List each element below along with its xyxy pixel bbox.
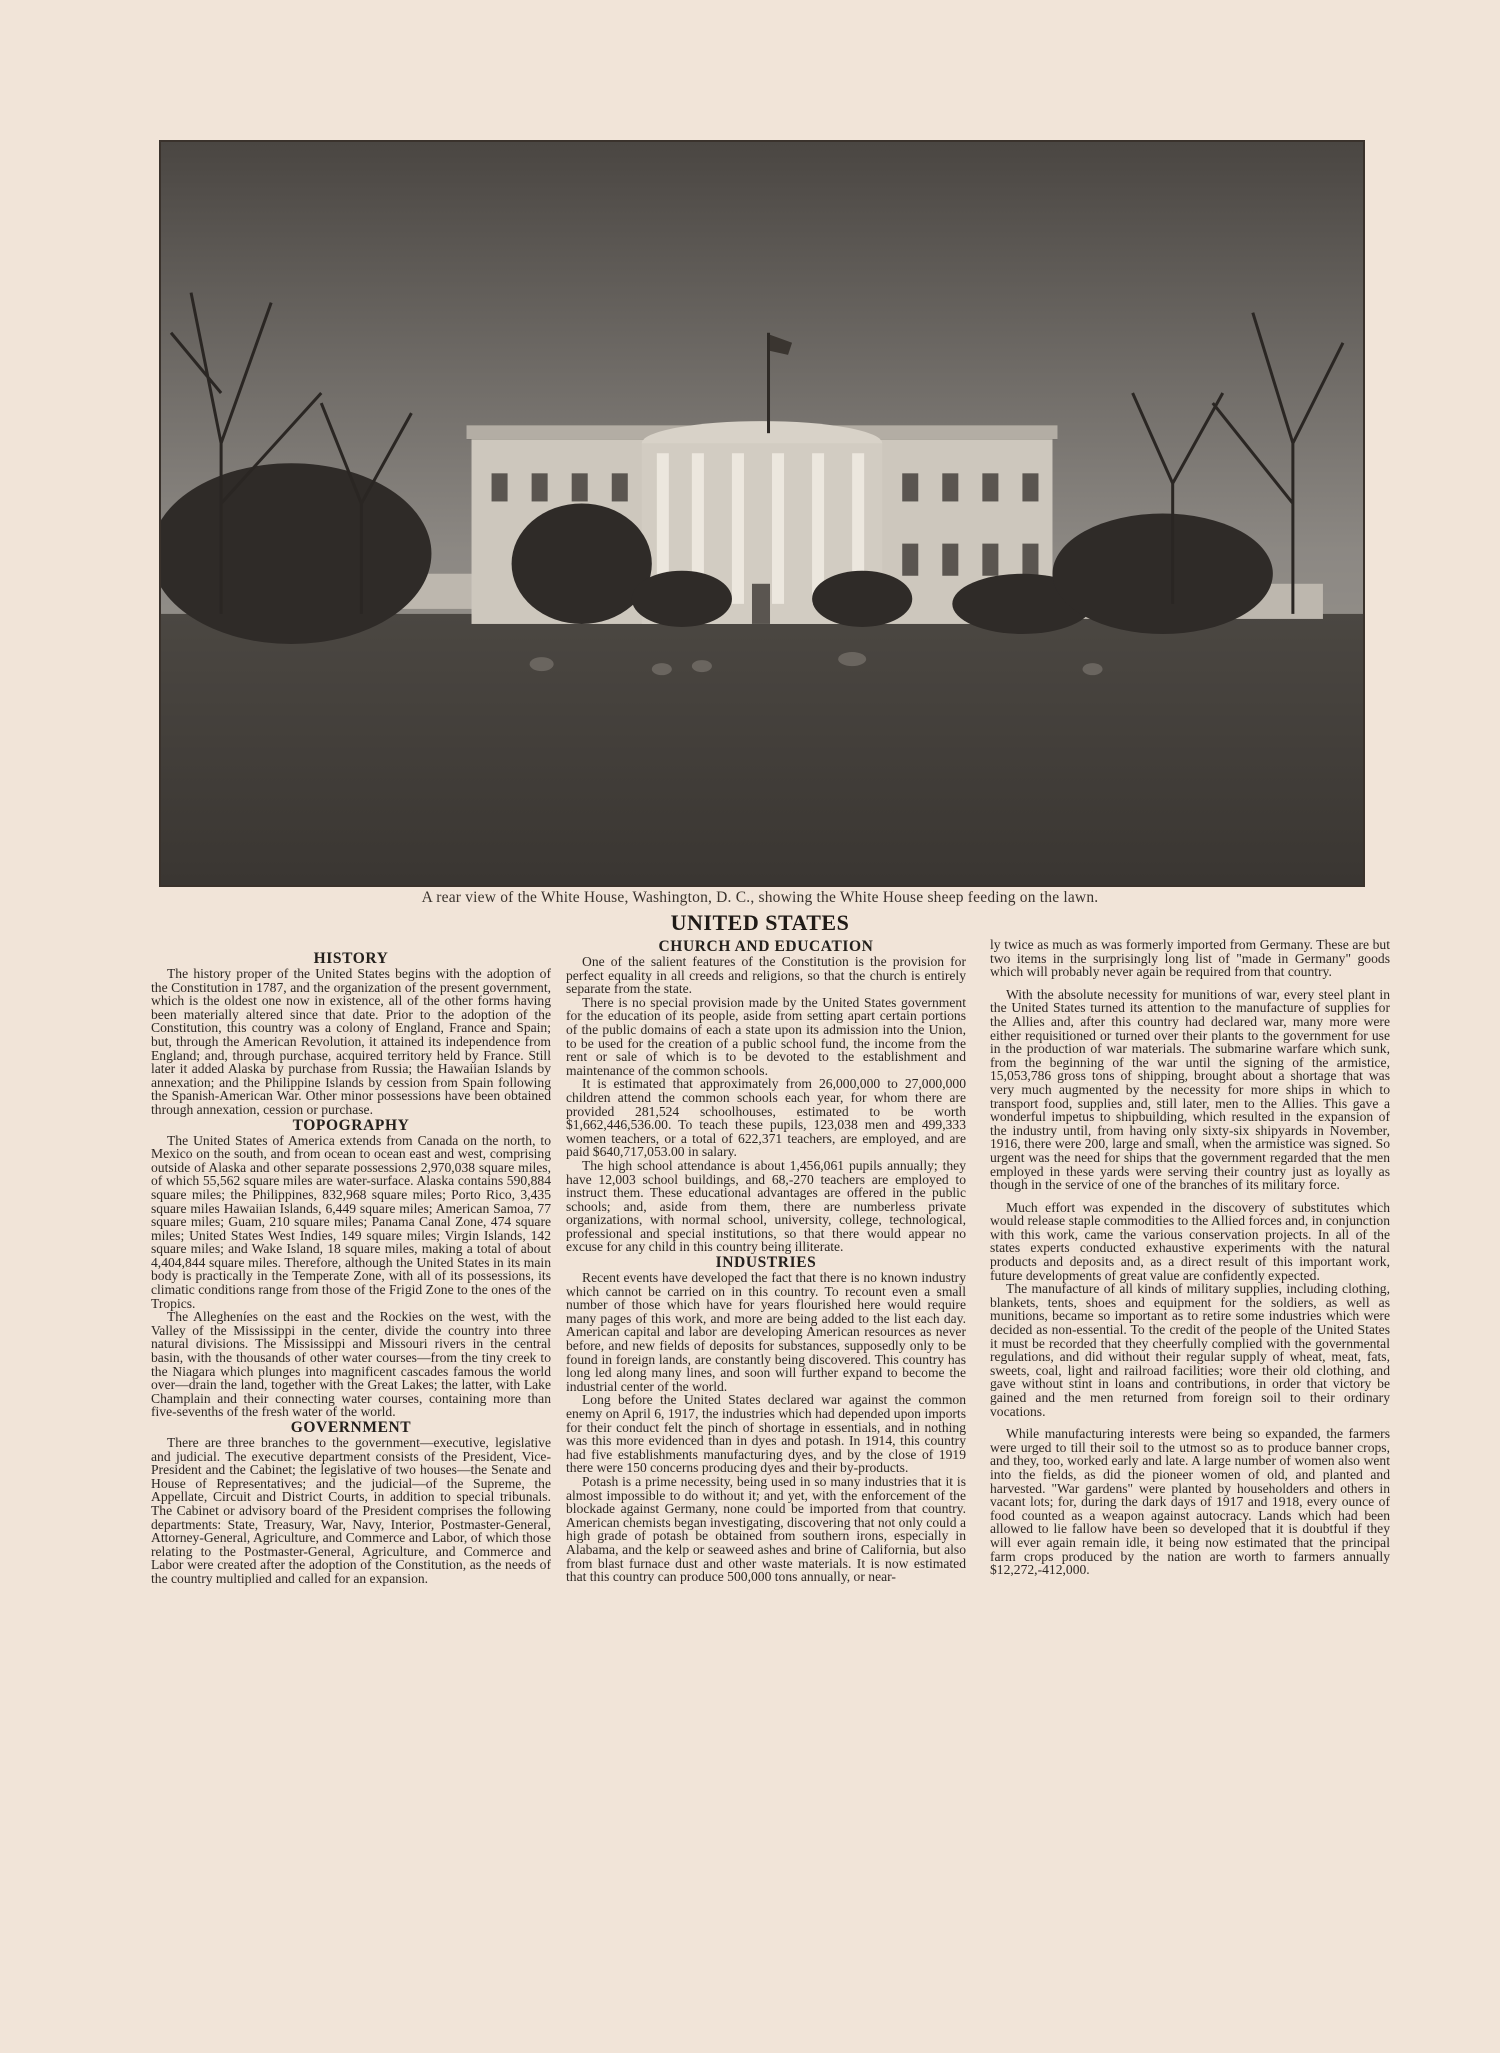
column-2: [566, 938, 966, 1938]
photo-caption: A rear view of the White House, Washington, D. C., showing the White House sheep feeding on the lawn.: [421, 889, 1099, 906]
church-paragraph-2: There is no special provision made by the United States government for the education of its people, aside from setting apart certain portions of the public domains of each a state upon its admission into the Union, to be used for the creation of a public school fund, the income from the rent or sale of which is to be devoted to the establishment and maintenance of the common schools.: [566, 994, 966, 1078]
heading-church-education: CHURCH AND EDUCATION: [658, 938, 874, 955]
topography-paragraph-2: The Allegheníes on the east and the Rockies on the west, with the Valley of the Mississippi in the center, divide the country into three natural divisions. The Mississippi and Missouri rivers in the central basin, with the thousands of other water courses—from the tiny creek to the Niagara which plunges into magnificent cascades famous the world over—drain the land, together with the Great Lakes; the latter, with Lake Champlain and their connecting water courses, containing more than five-sevenths of the fresh water of the world.: [151, 1309, 551, 1420]
heading-industries: INDUSTRIES: [715, 1254, 817, 1272]
industries-paragraph-1: Recent events have developed the fact that there is no known industry which cannot be carried on in this country. To recount even a small number of those which have for years flourished here would require many pages of this work, and more are being added to the list each day. American capital and labor are developing American resources as never before, and new fields of deposits for substances, supposedly only to be found in foreign lands, are constantly being discovered. This country has long led along many lines, and soon will further expand to become the industrial center of the world.: [566, 1270, 966, 1394]
government-paragraph: There are three branches to the government—executive, legislative and judicial. The executive department consists of the President, Vice-President and the Cabinet; the legislative of two houses—the Senate and House of Representatives; and the judicial—of the Supreme, the Appellate, Circuit and District Courts, in addition to special tribunals. The Cabinet or advisory board of the President comprises the following departments: State, Treasury, War, Navy, Interior, Postmaster-General, Attorney-General, Agriculture, and Commerce and Labor, of which those relating to the Postmaster-General, Agriculture, and Commerce and Labor were created after the adoption of the Constitution, as the needs of the country multiplied and called for an expansion.: [151, 1435, 551, 1586]
topography-paragraph-1: The United States of America extends from Canada on the north, to Mexico on the south, and from ocean to ocean east and west, comprising outside of Alaska and other separate possessions 2,970,038 square miles, of which 55,562 square miles are water-surface. Alaska contains 590,884 square miles; the Philippines, 832,968 square miles; Porto Rico, 3,435 square miles Hawaiian Islands, 6,449 square miles; American Samoa, 77 square miles; Guam, 210 square miles; Panama Canal Zone, 474 square miles; United States West Indies, 149 square miles; Virgin Islands, 142 square miles; and Wake Island, 18 square miles, making a total of about 4,404,844 square miles. Therefore, although the United States in its main body is practically in the Temperate Zone, with all of its possessions, its climatic conditions range from those of the Frigid Zone to the ones of the Tropics.: [151, 1132, 551, 1311]
white-house-illustration: [161, 142, 1363, 885]
heading-history: HISTORY: [313, 950, 389, 967]
church-paragraph-1: One of the salient features of the Constitution is the provision for perfect equality in all creeds and religions, so that the church is entirely separate from the state.: [566, 954, 966, 997]
col3-paragraph-1: ly twice as much as was formerly imported from Germany. These are but two items in the surprisingly long list of "made in Germany" goods which will probably never again be required from that country.: [990, 938, 1390, 980]
church-paragraph-4: The high school attendance is about 1,456,061 pupils annually; they have 12,003 school buildings, and 68,-270 teachers are employed to instruct them. These educational advantages are offered in the public schools; and, aside from them, there are numberless private organizations, with normal school, university, college, technological, professional and special institutions, so that there would appear no excuse for any child in this country being illiterate.: [566, 1157, 966, 1255]
column-1: [151, 950, 551, 1950]
church-paragraph-3: It is estimated that approximately from 26,000,000 to 27,000,000 children attend the common schools each year, for whom there are provided 281,524 schoolhouses, estimated to be worth $1,662,446,536.00. To teach these pupils, 123,038 men and 499,333 women teachers, or a total of 622,371 teachers, are employed, and are paid $640,717,053.00 in salary.: [566, 1076, 966, 1160]
col3-paragraph-5: While manufacturing interests were being so expanded, the farmers were urged to till their soil to the utmost so as to produce banner crops, and they, too, worked early and late. A large number of women also went into the fields, as did the pioneer women of old, and planted and harvested. "War gardens" were planted by householders and others in vacant lots; for, during the dark days of 1917 and 1918, every ounce of food counted as a weapon against autocracy. Lands which had been allowed to lie fallow have been so developed that it is doubtful if they will ever again remain idle, it being now estimated that the principal farm crops produced by the nation are worth to farmers annually $12,272,-412,000.: [990, 1426, 1390, 1578]
industries-paragraph-3: Potash is a prime necessity, being used in so many industries that it is almost impossible to do without it; and yet, with the enforcement of the blockade against Germany, none could be imported from that country. American chemists began investigating, discovering that not only could a high grade of potash be obtained from southern irons, especially in Alabama, and the kelp or seaweed ashes and brine of California, but also from blast furnace dust and other waste materials. It is now estimated that this country can produce 500,000 tons annually, or near-: [566, 1473, 966, 1585]
history-paragraph: The history proper of the United States begins with the adoption of the Constitution in 1787, and the organization of the present government, which is the oldest one now in existence, all of the other forms having been materially altered since that date. Prior to the adoption of the Constitution, this country was a colony of England, France and Spain; but, through the American Revolution, it attained its independence from England; and, through purchase, acquired territory held by France. Still later it added Alaska by purchase from Russia; the Hawaiian Islands by annexation; and the Philippine Islands by cession from Spain following the Spanish-American War. Other minor possessions have been obtained through annexation, cession or purchase.: [151, 966, 551, 1117]
page-title: UNITED STATES: [670, 910, 850, 935]
heading-topography: TOPOGRAPHY: [292, 1116, 410, 1134]
column-3: [990, 938, 1390, 1938]
heading-government: GOVERNMENT: [290, 1419, 412, 1436]
col3-paragraph-2: With the absolute necessity for munitions of war, every steel plant in the United States turned its attention to the manufacture of supplies for the Allies and, after this country had declared war, many more were either requisitioned or turned over their plants to the government for use in the production of war materials. The submarine warfare which sunk, from the beginning of the war until the signing of the armistice, 15,053,786 gross tons of shipping, brought about a shortage that was very much augmented by the necessity for more ships in which to transport food, supplies and, still later, men to the Allies. This gave a wonderful impetus to shipbuilding, which resulted in the expansion of the industry until, from having only sixty-six shipyards in November, 1916, there were 200, large and small, when the armistice was signed. So urgent was the need for ships that the government regarded that the men employed in these yards were serving their country just as loyally as though in the service of one of the branches of its military force.: [990, 986, 1390, 1193]
white-house-photo: [159, 140, 1365, 887]
col3-paragraph-3: Much effort was expended in the discovery of substitutes which would release staple commodities to the Allied forces and, in conjunction with this work, came the various conservation projects. In all of the states experts conducted exhaustive experiments with the natural products and deposits and, as a direct result of this important work, future developments of great value are confidently expected.: [990, 1199, 1390, 1283]
col3-paragraph-4: The manufacture of all kinds of military supplies, including clothing, blankets, tents, shoes and equipment for the soldiers, as well as munitions, became so important as to retire some industries which were decided as non-essential. To the credit of the people of the United States it must be recorded that they cheerfully complied with the governmental regulations, and did without their regular supply of wheat, meat, fats, sweets, coal, light and railroad facilities; wore their old clothing, and gave without stint in loans and contributions, in order that victory be gained and the men returned from foreign soil to their ordinary vocations.: [990, 1281, 1390, 1419]
industries-paragraph-2: Long before the United States declared war against the common enemy on April 6, 1917, the industries which had depended upon imports for their conduct felt the pinch of shortage in essentials, and in nothing was this more evidenced than in dyes and potash. In 1914, this country had five establishments manufacturing dyes, and by the close of 1919 there were 150 concerns producing dyes and their by-products.: [566, 1392, 966, 1476]
